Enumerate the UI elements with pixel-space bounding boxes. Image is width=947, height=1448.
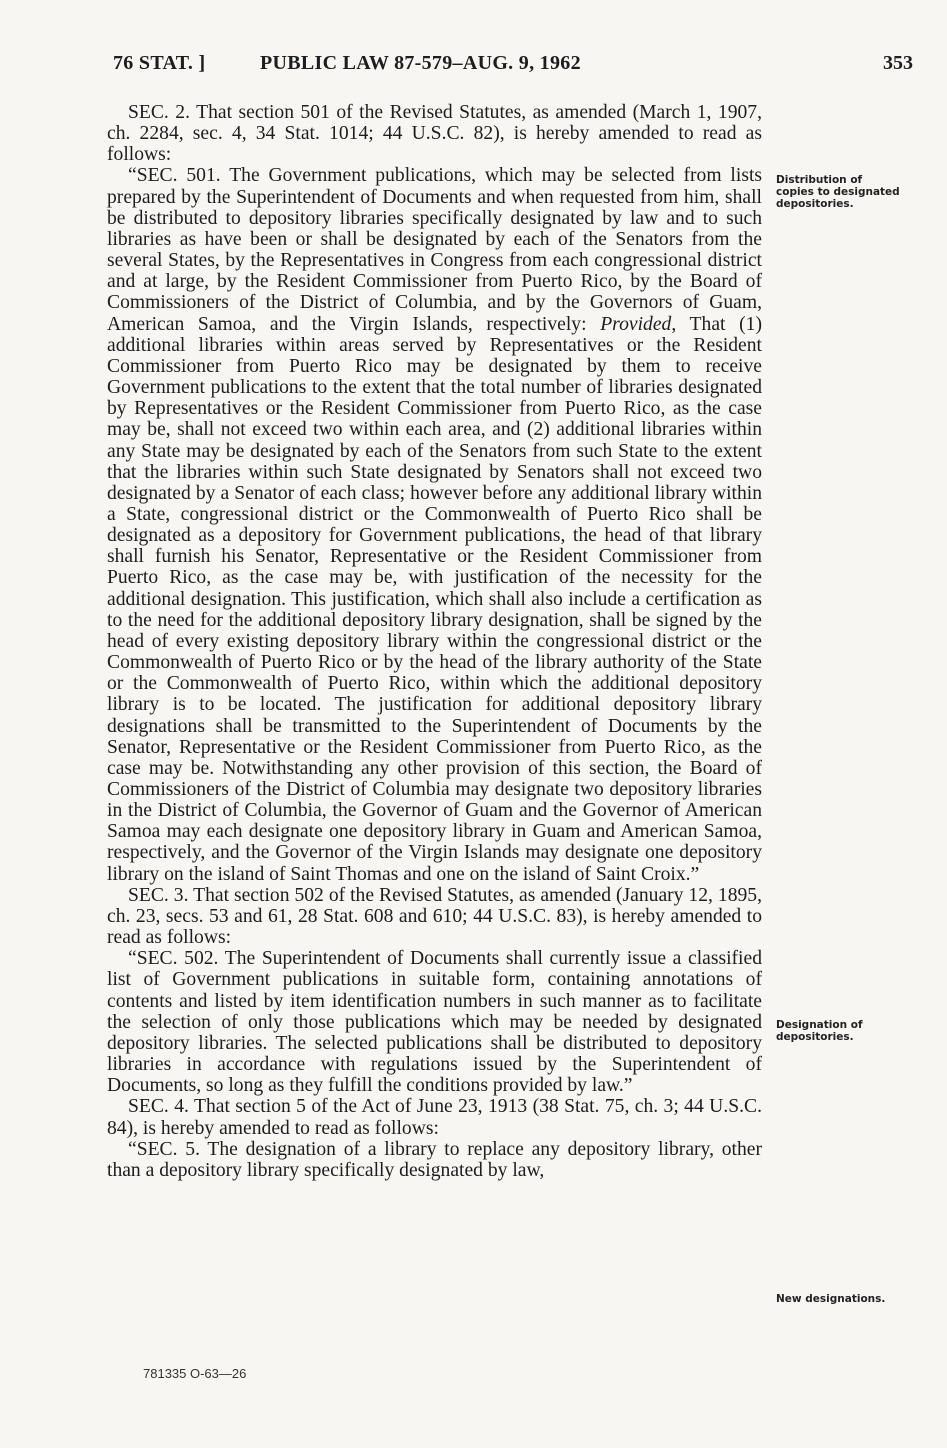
paragraph-text: The Government publications, which may be selected from lists prepared by the Superintendent of Documents and when requested from him, shall be distributed to depository libraries specifically designated by law and to such libraries as have been or shall be designated by each of the Senators from the several States, by the Representatives in Congress from each congressional district and at large, by the Resident Commissioner from Puerto Rico, by the Board of Commissioners of the District of Columbia, and by the Governors of Guam, American Samoa, and the Virgin Islands, respectively: — [107, 165, 763, 335]
section-lead: SEC. 2. — [128, 102, 191, 123]
print-code: 781335 O-63—26 — [143, 1366, 247, 1381]
running-title: PUBLIC LAW 87-579–AUG. 9, 1962 — [260, 52, 581, 74]
section-lead: SEC. 3. — [128, 884, 189, 906]
paragraph-sec-501 — [107, 165, 762, 884]
statute-volume: 76 STAT. ] — [113, 52, 206, 74]
margin-note-distribution: Distribution of copies to designated depositories. — [776, 174, 900, 210]
margin-note-designation: Designation of depositories. — [776, 1019, 863, 1043]
paragraph-text: That section 502 of the Revised Statutes, as amended (January 12, 1895, ch. 23, secs. 53 and 61, 28 Stat. 608 and 610; 44 U.S.C. 83), is hereby amended to read as follows: — [107, 884, 762, 949]
paragraph-sec-3 — [107, 885, 762, 948]
body-text — [107, 102, 762, 1181]
paragraph-text: That section 5 of the Act of June 23, 1913 (38 Stat. 75, ch. 3; 44 U.S.C. 84), is hereby amended to read as follows: — [107, 1096, 762, 1139]
paragraph-sec-2 — [107, 102, 762, 165]
margin-note-new-designations: New designations. — [776, 1293, 886, 1305]
paragraph-text: The designation of a library to replace any depository library, other than a depository library specifically designated by law, — [107, 1138, 762, 1181]
paragraph-sec-502 — [107, 948, 762, 1096]
paragraph-sec-5 — [107, 1139, 762, 1181]
paragraph-text: The Superintendent of Documents shall currently issue a classified list of Government publications in suitable form, containing annotations of contents and listed by item identification numbers in such manner as to facilitate the selection of only those publications which may be needed by designated depository libraries. The selected publications shall be distributed to depository libraries in accordance with regulations issued by the Superintendent of Documents, so long as they fulfill the conditions provided by law.” — [107, 948, 762, 1097]
section-lead: SEC. 4. — [128, 1096, 189, 1118]
section-lead: “SEC. 501. — [128, 165, 221, 187]
page-header — [113, 52, 913, 86]
section-lead: “SEC. 502. — [128, 948, 219, 970]
section-lead: “SEC. 5. — [128, 1138, 200, 1160]
proviso-word: Provided — [600, 313, 672, 335]
paragraph-text: , That (1) additional libraries within areas served by Representatives or the Resident Commissioner from Puerto Rico may be designated by them to receive Government publications to the extent that the total number of libraries designated by Representatives or the Resident Commissioner from Puerto Rico, as the case may be, shall not exceed two within each area, and (2) additional libraries within any State may be designated by each of the Senators from such State to the extent that the libraries within such State designated by Senators shall not exceed two designated by a Senator of each class; however before any additional library within a State, congressional district or the Commonwealth of Puerto Rico shall be designated as a depository for Government publications, the head of that library shall furnish his Senator, Representative or the Resident Commissioner from Puerto Rico, as the case may be, with justification of the necessity for the additional designation. This justification, which shall also include a certification as to the need for the additional depository library designation, shall be signed by the head of every existing depository library within the congressional district or the Commonwealth of Puerto Rico or by the head of the library authority of the State or the Commonwealth of Puerto Rico, within which the additional depository library is to be located. The justification for additional depository library designations shall be transmitted to the Superintendent of Documents by the Senator, Representative or the Resident Commissioner from Puerto Rico, as the case may be. Notwithstanding any other provision of this section, the Board of Commissioners of the District of Columbia may designate two depository libraries in the District of Columbia, the Governor of Guam and the Governor of American Samoa may each designate one depository library in Guam and American Samoa, respectively, and the Governor of the Virgin Islands may designate one depository library on the island of Saint Thomas and one on the island of Saint Croix.” — [107, 313, 762, 885]
paragraph-text: That section 501 of the Revised Statutes, as amended (March 1, 1907, ch. 2284, sec. 4, 34 Stat. 1014; 44 U.S.C. 82), is hereby amended to read as follows: — [107, 102, 762, 166]
page-number: 353 — [883, 52, 913, 74]
paragraph-sec-4 — [107, 1096, 762, 1138]
